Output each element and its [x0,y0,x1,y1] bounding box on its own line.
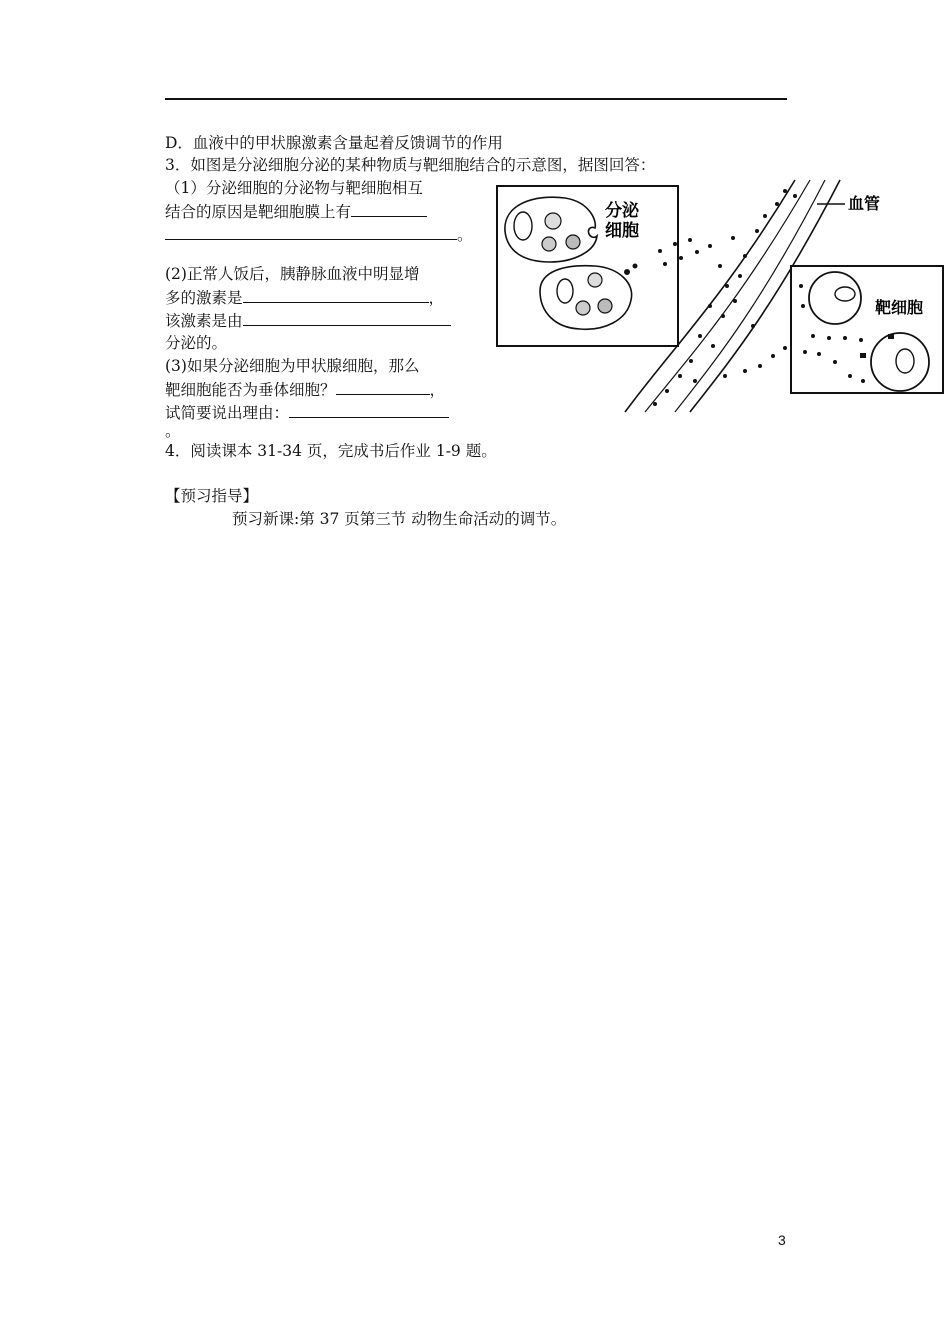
secretory-cell-upper [505,197,597,262]
preview-body: 预习新课:第 37 页第三节 动物生命活动的调节。 [232,510,567,528]
comma-1: ， [428,289,445,307]
q3-part2-line2 [165,287,444,308]
q3-part3-line3 [165,402,449,423]
q3-part1-line3 [165,224,473,245]
q3-part2-text: 多的激素是 [165,289,243,307]
granule-icon [598,299,612,313]
answer-blank-5[interactable] [336,379,430,395]
answer-blank-6[interactable] [289,402,449,418]
granule-icon [542,237,556,251]
q3-part2-line4: 分泌的。 [165,334,228,352]
page-number: 3 [778,1232,786,1248]
answer-blank-3[interactable] [243,287,429,303]
comma-2: ， [429,381,446,399]
option-d: D．血液中的甲状腺激素含量起着反馈调节的作用 [165,134,503,152]
q3-part3-text: 靶细胞能否为垂体细胞？ [165,381,336,399]
period-2: 。 [165,422,181,440]
granule-icon [588,273,602,287]
label-vessel: 血管 [848,196,881,213]
q3-part3-line1: (3)如果分泌细胞为甲状腺细胞，那么 [165,357,420,375]
secretion-dot [624,269,630,275]
q3-part2-line3 [165,310,451,331]
label-secretory-1: 分泌 [605,201,639,220]
granule-icon [566,235,580,249]
answer-blank-1[interactable] [351,201,427,217]
header-rule [165,98,787,100]
q3-part3-text-2: 试简要说出理由： [165,404,290,422]
q3-part1-line1: （1）分泌细胞的分泌物与靶细胞相互 [165,179,423,197]
secretion-diagram [495,176,947,416]
label-secretory-2: 细胞 [605,221,639,240]
target-cell-lower [871,333,929,391]
granule-icon [576,301,590,315]
answer-blank-2[interactable] [165,224,457,240]
secretory-cell-lower [540,266,632,330]
question-3: 3．如图是分泌细胞分泌的某种物质与靶细胞结合的示意图，据图回答： [165,156,656,174]
question-4: 4．阅读课本 31-34 页，完成书后作业 1-9 题。 [165,442,497,460]
q3-part2-line1: (2)正常人饭后，胰静脉血液中明显增 [165,265,420,283]
granule-icon [545,213,561,229]
q3-part3-line2 [165,379,445,400]
preview-title: 【预习指导】 [165,487,259,505]
receptor-icon [860,353,866,358]
period-1: 。 [457,226,473,244]
q3-part1-text: 结合的原因是靶细胞膜上有 [165,203,352,221]
answer-blank-4[interactable] [243,310,451,326]
receptor-icon [888,334,894,339]
q3-part1-line2 [165,201,427,222]
secretion-dot [633,264,638,269]
q3-part2-text-2: 该激素是由 [165,312,243,330]
label-target: 靶细胞 [875,300,924,317]
